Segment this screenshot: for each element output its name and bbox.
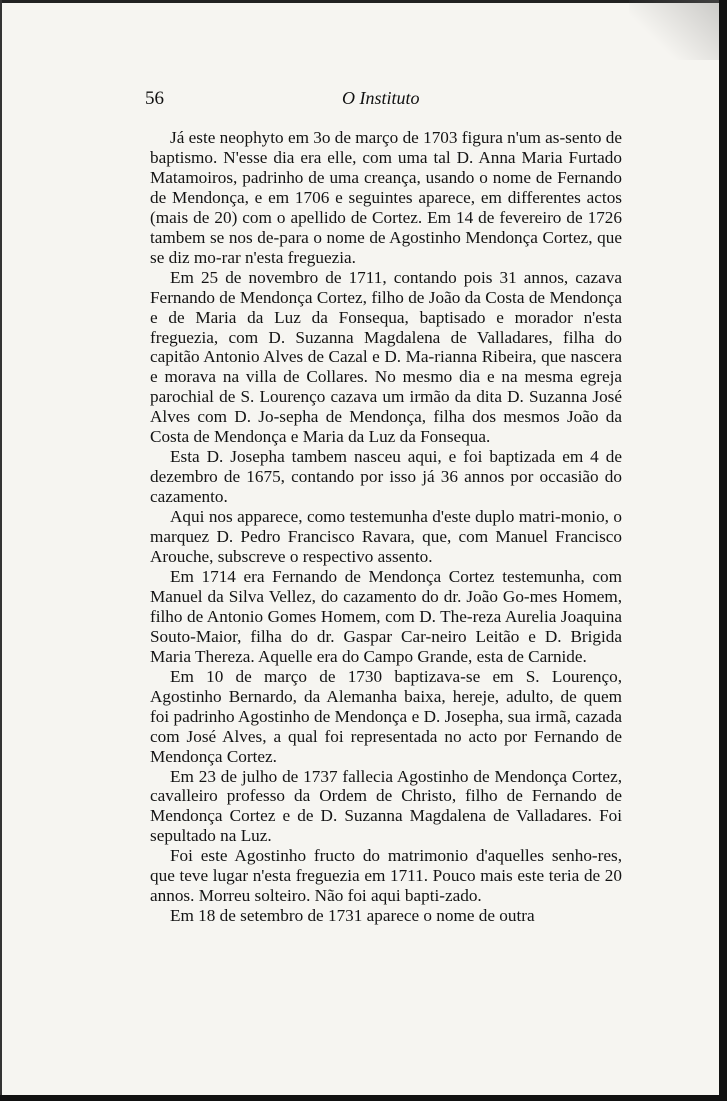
scan-border-right [719,0,727,1101]
scan-border-top [0,0,727,3]
paragraph: Em 23 de julho de 1737 fallecia Agostinho de Mendonça Cortez, cavalleiro professo da Ordem de Christo, filho de Fernando de Mendonça Cortez e de D. Suzanna Magdalena de Valladares. Foi sepultado na Luz. [150,766,622,846]
scan-border-left [0,0,2,1101]
paragraph: Foi este Agostinho fructo do matrimonio d'aquelles senho-res, que teve lugar n'esta freguezia em 1711. Pouco mais este teria de 20 annos. Morreu solteiro. Não foi aqui bapti-zado. [150,846,622,906]
paragraph: Em 1714 era Fernando de Mendonça Cortez testemunha, com Manuel da Silva Vellez, do cazamento do dr. João Go-mes Homem, filho de Antonio Gomes Homem, com D. The-reza Aurelia Joaquina Souto-Maior, filha do dr. Gaspar Car-neiro Leitão e D. Brigida Maria Thereza. Aquelle era do Campo Grande, esta de Carnide. [150,566,622,666]
running-title: O Instituto [342,88,420,108]
page-corner-shadow [629,0,719,60]
paragraph: Aqui nos apparece, como testemunha d'este duplo matri-monio, o marquez D. Pedro Francisco Ravara, que, com Manuel Francisco Arouche, subscreve o respectivo assento. [150,507,622,567]
paragraph: Em 18 de setembro de 1731 aparece o nome de outra [170,906,535,926]
paragraph: Já este neophyto em 3o de março de 1703 figura n'um as-sento de baptismo. N'esse dia era elle, com uma tal D. Anna Maria Furtado Matamoiros, padrinho de uma creança, usando o nome de Fernando de Mendonça, e em 1706 e seguintes aparece, em differentes actos (mais de 20) com o apellido de Cortez. Em 14 de fevereiro de 1726 tambem se nos de-para o nome de Agostinho Mendonça Cortez, que se diz mo-rar n'esta freguezia. [150,128,622,267]
body-text [150,128,622,926]
page-number: 56 [145,88,164,109]
scan-border-bottom [0,1095,727,1101]
paragraph: Em 25 de novembro de 1711, contando pois 31 annos, cazava Fernando de Mendonça Cortez, filho de João da Costa de Mendonça e de Maria da Luz da Fonsequa, baptisado e morador n'esta freguezia, com D. Suzanna Magdalena de Valladares, filha do capitão Antonio Alves de Cazal e D. Ma-rianna Ribeira, que nascera e morava na villa de Collares. No mesmo dia e na mesma egreja parochial de S. Lourenço cazava um irmão da dita D. Suzanna José Alves com D. Jo-sepha de Mendonça, filha dos mesmos João da Costa de Mendonça e Maria da Luz da Fonsequa. [150,267,622,447]
page-header [145,88,625,114]
paragraph: Em 10 de março de 1730 baptizava-se em S. Lourenço, Agostinho Bernardo, da Alemanha baixa, hereje, adulto, de quem foi padrinho Agostinho de Mendonça e D. Josepha, sua irmã, cazada com José Alves, a qual foi representada no acto por Fernando de Mendonça Cortez. [150,666,622,766]
paragraph: Esta D. Josepha tambem nasceu aqui, e foi baptizada em 4 de dezembro de 1675, contando por isso já 36 annos por occasião do cazamento. [150,447,622,507]
